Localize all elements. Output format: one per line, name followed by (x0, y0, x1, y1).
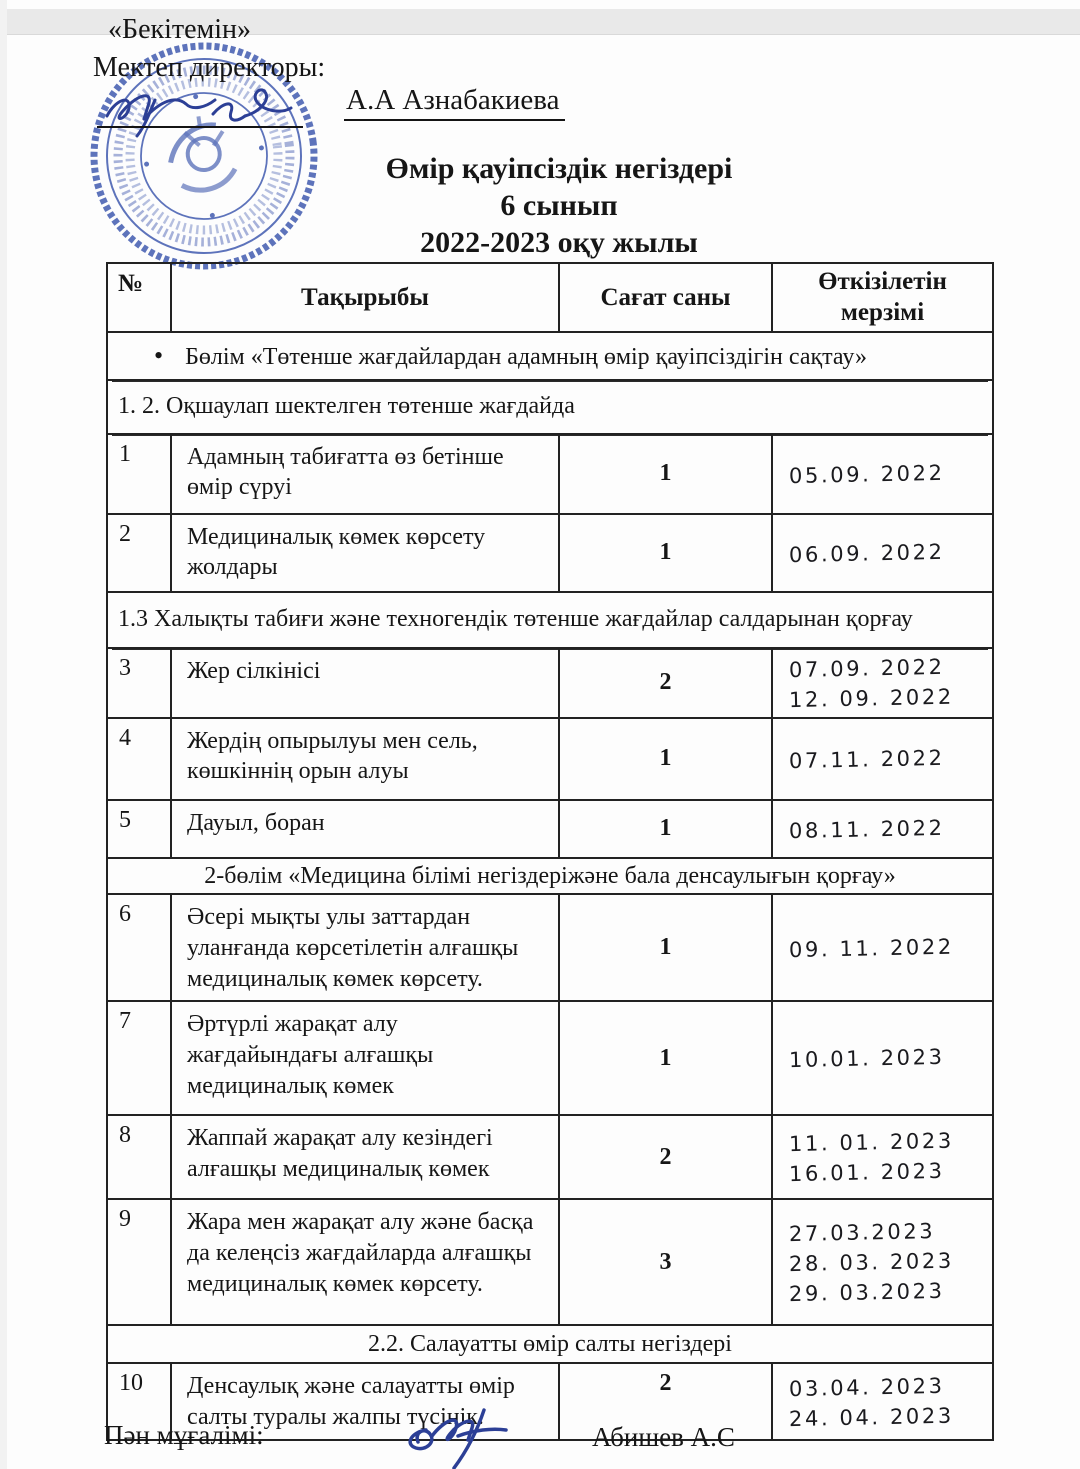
teacher-name: Абишев А.С (592, 1422, 735, 1452)
row-topic: Әртүрлі жарақат алу жағдайындағы алғашқы медициналық көмек (171, 1001, 559, 1115)
teacher-signature (388, 1392, 588, 1469)
table-row (107, 1199, 993, 1325)
row-topic: Дауыл, боран (171, 800, 559, 858)
section-title: 1. 2. Оқшаулап шектелген төтенше жағдайда (107, 380, 993, 434)
title-subject: Өмір қауіпсіздік негіздері (385, 152, 733, 185)
row-dates (772, 718, 993, 800)
handwritten-date: 27.03.2023 (788, 1219, 936, 1247)
handwritten-date: 08.11. 2022 (788, 815, 945, 843)
row-number: 1 (107, 434, 171, 514)
row-dates (772, 434, 993, 514)
document-title (0, 150, 1080, 261)
table-row (107, 648, 993, 718)
column-header-number: № (107, 263, 171, 332)
row-topic: Медициналық көмек көрсету жолдары (171, 514, 559, 592)
section-title: Бөлім «Төтенше жағдайлардан адамның өмір қауіпсіздігін сақтау» (185, 343, 867, 370)
section-row (107, 380, 993, 434)
section-title: 2-бөлім «Медицина білімі негіздеріжәне бала денсаулығын қорғау» (107, 858, 993, 895)
row-dates (772, 514, 993, 592)
handwritten-date: 03.04. 2023 (788, 1373, 945, 1401)
row-hours: 2 (559, 1363, 772, 1439)
approve-label: «Бекітемін» (108, 14, 252, 45)
handwritten-date: 10.01. 2023 (788, 1045, 945, 1073)
teacher-label: Пән мұғалімі: (104, 1420, 264, 1450)
director-name: А.А Азнабакиева (344, 84, 565, 121)
row-dates (772, 800, 993, 858)
table-row (107, 800, 993, 858)
bullet-icon: • (154, 340, 164, 370)
curriculum-table (106, 262, 994, 1441)
row-topic: Жара мен жарақат алу және басқа да келеңсіз жағдайларда алғашқы медициналық көмек көрсету. (171, 1199, 559, 1325)
row-number: 6 (107, 894, 171, 1001)
row-number: 7 (107, 1001, 171, 1115)
row-hours: 1 (559, 800, 772, 858)
row-topic: Әсері мықты улы заттардан уланғанда көрсетілетін алғашқы медициналық көмек көрсету. (171, 894, 559, 1001)
director-signature (95, 78, 335, 138)
handwritten-date: 16.01. 2023 (788, 1159, 945, 1187)
title-year: 2022-2023 оқу жылы (420, 226, 698, 259)
column-header-date: Өткізілетін мерзімі (772, 263, 993, 332)
row-dates (772, 1115, 993, 1199)
signature-line (97, 126, 303, 128)
column-header-hours: Сағат саны (559, 263, 772, 332)
row-dates (772, 1001, 993, 1115)
row-number: 8 (107, 1115, 171, 1199)
row-topic: Жердің опырылуы мен сель, көшкіннің орын алуы (171, 718, 559, 800)
row-topic: Жер сілкінісі (171, 648, 559, 718)
row-hours: 2 (559, 648, 772, 718)
table-row (107, 1001, 993, 1115)
row-number: 9 (107, 1199, 171, 1325)
row-number: 3 (107, 648, 171, 718)
table-row (107, 1115, 993, 1199)
row-topic: Жаппай жарақат алу кезіндегі алғашқы медициналық көмек (171, 1115, 559, 1199)
row-dates (772, 1199, 993, 1325)
handwritten-date: 06.09. 2022 (788, 539, 945, 567)
row-topic: Денсаулық және салауатты өмір салты туралы жалпы түсінік. (171, 1363, 559, 1439)
handwritten-date: 07.11. 2022 (788, 745, 945, 773)
handwritten-date: 07.09. 2022 (788, 654, 945, 682)
section-row (107, 858, 993, 895)
section-row (107, 332, 993, 380)
row-hours: 1 (559, 434, 772, 514)
section-title: 2.2. Салауатты өмір салты негіздері (107, 1325, 993, 1363)
handwritten-date: 12. 09. 2022 (788, 684, 955, 712)
column-header-topic: Тақырыбы (171, 263, 559, 332)
handwritten-date: 24. 04. 2023 (788, 1403, 955, 1431)
table-row (107, 514, 993, 592)
table-row (107, 894, 993, 1001)
table-header-row (107, 263, 993, 332)
row-hours: 1 (559, 514, 772, 592)
row-number: 5 (107, 800, 171, 858)
table-row (107, 434, 993, 514)
row-hours: 2 (559, 1115, 772, 1199)
section-row (107, 592, 993, 648)
handwritten-date: 09. 11. 2022 (788, 934, 955, 962)
row-number: 2 (107, 514, 171, 592)
table-row (107, 718, 993, 800)
row-dates (772, 1363, 993, 1439)
row-dates (772, 648, 993, 718)
row-dates (772, 894, 993, 1001)
handwritten-date: 29. 03.2023 (788, 1279, 945, 1307)
row-hours: 1 (559, 718, 772, 800)
section-title: 1.3 Халықты табиғи және техногендік төтенше жағдайлар салдарынан қорғау (107, 592, 993, 648)
row-number: 10 (107, 1363, 171, 1439)
handwritten-date: 05.09. 2022 (788, 460, 945, 488)
title-grade: 6 сынып (500, 189, 618, 222)
row-hours: 1 (559, 894, 772, 1001)
row-topic: Адамның табиғатта өз бетінше өмір сүруі (171, 434, 559, 514)
section-row (107, 1325, 993, 1363)
row-number: 4 (107, 718, 171, 800)
row-hours: 1 (559, 1001, 772, 1115)
row-hours: 3 (559, 1199, 772, 1325)
handwritten-date: 28. 03. 2023 (788, 1249, 955, 1277)
director-label: Мектеп директоры: (93, 52, 326, 83)
handwritten-date: 11. 01. 2023 (788, 1129, 955, 1157)
